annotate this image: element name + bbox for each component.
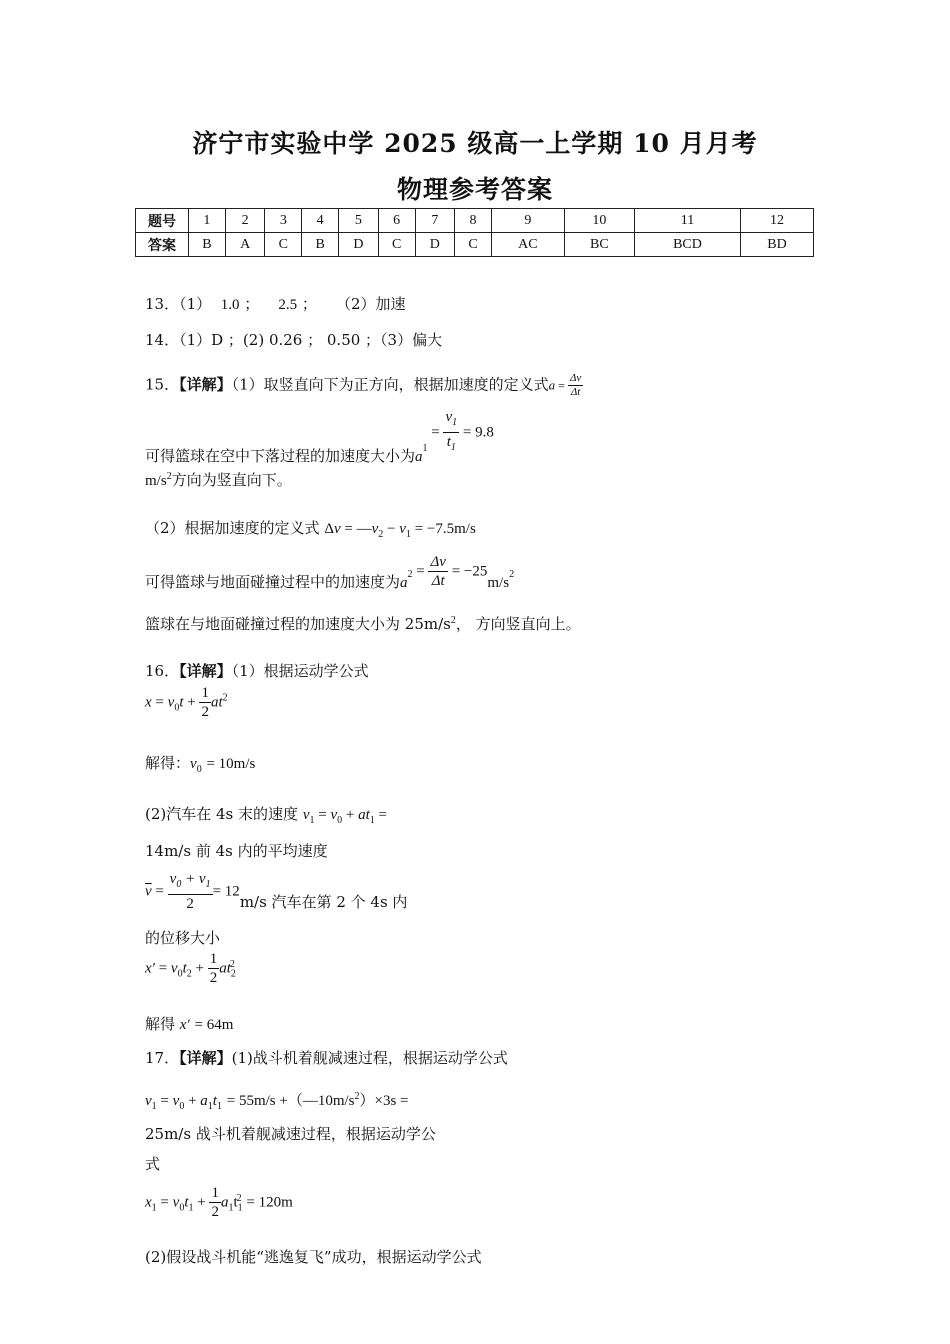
q17-line-1: 17．【详解】(1)战斗机着舰减速过程，根据运动学公式 [145,1049,508,1067]
q17-line-6: (2)假设战斗机能“逃逸复飞”成功，根据运动学公式 [145,1248,482,1266]
q16-line-6: 的位移大小 [145,929,221,947]
q15-line-5: 可得篮球与地面碰撞过程中的加速度为$a^2$ = $\frac{\Delta v}{\Delta t}$ = $-25m/s^2$ [145,554,515,591]
question-number: 6 [378,209,415,233]
q17-line-3: 25m/s 战斗机着舰减速过程，根据运动学公 [145,1125,436,1143]
q15-line-3: $m/s^2$方向为竖直向下。 [145,471,292,489]
q13-answer: 13．（1） 1.0 ； 2.5 ； （2）加速 [145,295,406,313]
answer-table [135,208,814,257]
q15-line-6: 篮球在与地面碰撞过程的加速度大小为 $25m/s^2$， 方向竖直向上。 [145,615,581,633]
q16-line-1: 16．【详解】（1）根据运动学公式 [145,662,369,680]
answer-cell: AC [491,233,564,257]
q16-line-4: 14m/s 前 4s 内的平均速度 [145,842,328,860]
q15-line-2: 可得篮球在空中下落过程的加速度大小为$a^1$ = $\frac{v_1}{t_1}$ = 9.8 [145,409,494,465]
answer-cell: B [189,233,226,257]
q15-line-4: （2）根据加速度的定义式 $\Delta v = —v_2 - v_1 = -7.5m/s$ [145,519,476,540]
question-number: 7 [415,209,455,233]
q16-line-7: 解得 x′ = 64m [145,1015,234,1033]
question-number: 3 [265,209,302,233]
question-number: 9 [491,209,564,233]
question-number: 2 [225,209,265,233]
half-fraction: $\frac{1}{2}$ [201,685,209,720]
answer-cell: D [415,233,455,257]
document-subtitle: 物理参考答案 [396,175,553,204]
answer-cell: C [378,233,415,257]
question-number: 10 [564,209,634,233]
answer-cell: B [302,233,339,257]
document-title: 济宁市实验中学 2025 级高一上学期 10 月月考 [192,129,758,158]
table-row-label: 答案 [136,233,189,257]
q14-answer: 14．（1）D ；(2) 0.26 ； 0.50 ；（3）偏大 [145,331,443,349]
answer-cell: C [455,233,492,257]
q17-line-2: $v_1 = v_0 + a_1t_1 = 55m/s$ $+(—10m/s^2)\times 3s$ = [145,1091,409,1112]
q16-line-2: 解得：$v_0 = 10m/s$ [145,754,256,775]
question-number: 8 [455,209,492,233]
q16-line-5: $\overline{v}$ = $\frac{v_0 + v_1}{2}$ = 12m/s 汽车在第 2 个 4s 内 [145,871,408,912]
a2-fraction: $\frac{\Delta v}{\Delta t}$ [430,554,446,589]
answer-cell: A [225,233,265,257]
table-row [136,209,814,233]
table-row [136,233,814,257]
answer-cell: BD [741,233,814,257]
q17-line-4: 式 [145,1155,161,1173]
answer-cell: C [265,233,302,257]
answer-cell: BCD [634,233,740,257]
question-number: 5 [339,209,379,233]
accel-def-fraction: $\frac{\Delta v}{\Delta t}$ [569,372,582,398]
table-row-label: 题号 [136,209,189,233]
question-number: 4 [302,209,339,233]
half-fraction: $\frac{1}{2}$ [209,951,218,986]
q15-line-1: 15．【详解】（1）取竖直向下为正方向，根据加速度的定义式a = $\frac{\Delta v}{\Delta t}$ [145,372,582,398]
avg-velocity-fraction: $\frac{v_0 + v_1}{2}$ [169,871,211,912]
question-number: 1 [189,209,226,233]
question-number: 11 [634,209,740,233]
q16-formula-2: $x' = v_0t_2$ + $\frac{1}{2}$ $at_2^2$ [145,951,236,986]
answer-cell: BC [564,233,634,257]
half-fraction: $\frac{1}{2}$ [211,1185,219,1220]
q17-formula-1: $x_1 = v_0t_1$ + $\frac{1}{2}$ $a_1t_1^2 = 120m$ [145,1185,293,1220]
q16-line-3: (2)汽车在 4s 末的速度 $v_1 = v_0 + at_1$ = [145,805,387,826]
a1-fraction: $\frac{v_1}{t_1}$ [445,409,458,453]
question-number: 12 [741,209,814,233]
answer-cell: D [339,233,379,257]
q16-formula-1: $x = v_0t$ + $\frac{1}{2}$ $at^2$ [145,685,228,720]
